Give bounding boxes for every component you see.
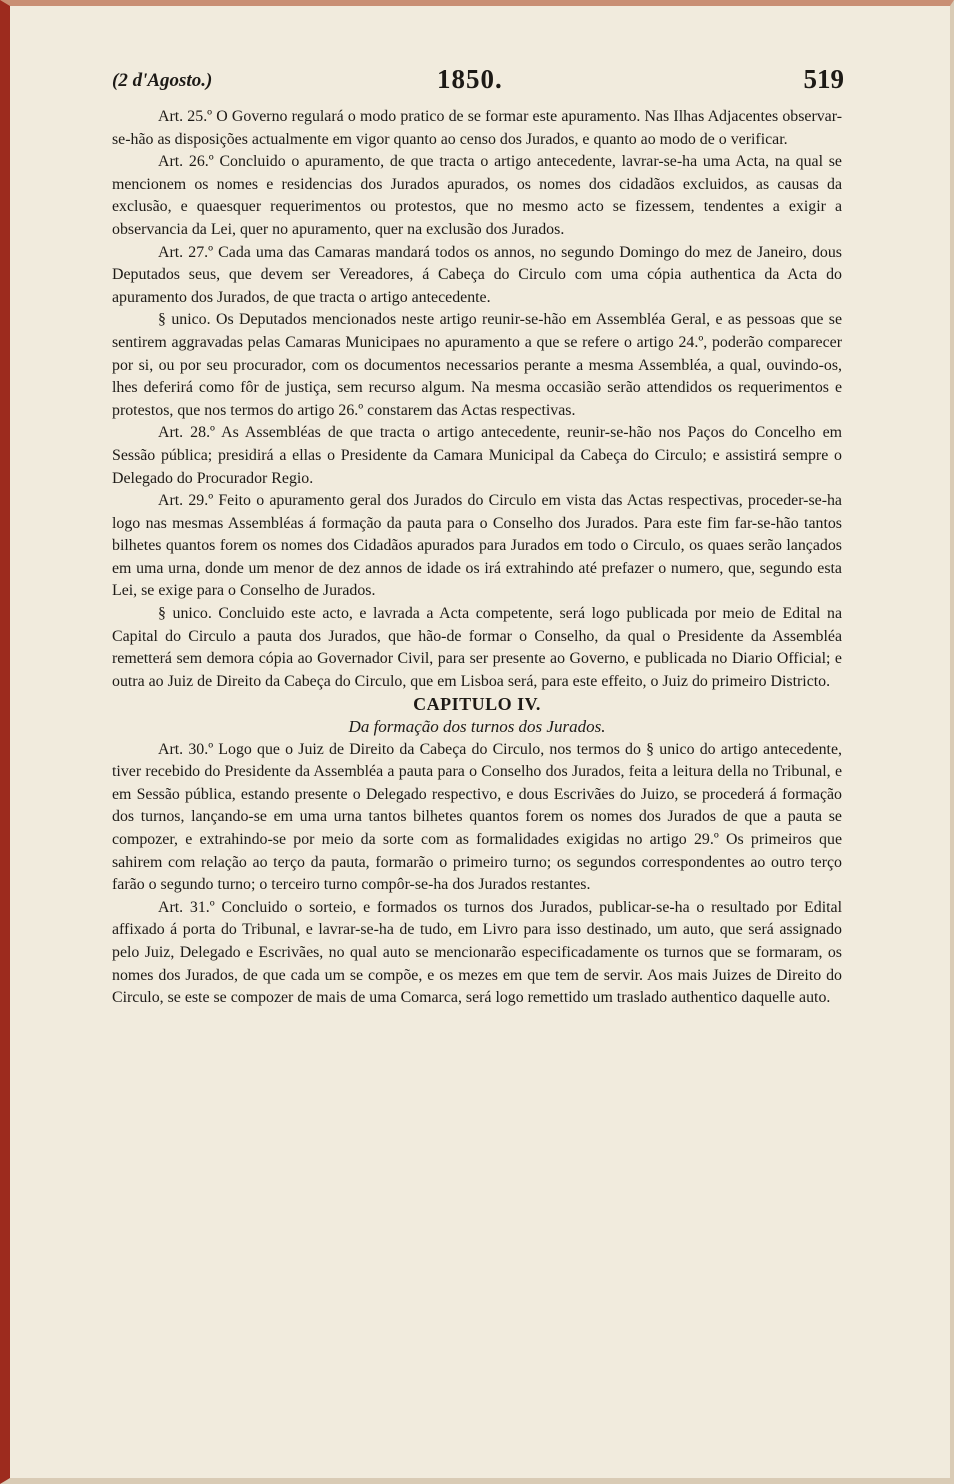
- paragraph-art-30: Art. 30.º Logo que o Juiz de Direito da Cabeça do Circulo, nos termos do § unico do artigo antecedente, tiver recebido do Presidente da Assembléa a pauta para o Conselho dos Jurados, feita a leitura della no Tribunal, e em Sessão pública, estando presente o Delegado respectivo, e dous Escrivães do Juizo, se procederá á formação dos turnos, lançando-se em uma urna tantos bilhetes quantos forem os nomes dos Jurados de que a pauta se compozer, e extrahindo-se por meio da sorte com as formalidades exigidas no artigo 29.º Os primeiros que sahirem com relação ao terço da pauta, formarão o primeiro turno; os segundos correspondentes ao outro terço farão o segundo turno; o terceiro turno compôr-se-ha dos Jurados restantes.: [112, 740, 842, 894]
- chapter-subtitle: Da formação dos turnos dos Jurados.: [348, 717, 606, 737]
- header-date: (2 d'Agosto.): [112, 70, 213, 91]
- paragraph-art-27: Art. 27.º Cada uma das Camaras mandará todos os annos, no segundo Domingo do mez de Janeiro, dous Deputados seus, que devem ser Vereadores, á Cabeça do Circulo com uma cópia authentica da Acta do apuramento dos Jurados, de que tracta o artigo antecedente.: [112, 243, 842, 306]
- paragraph-art-26: Art. 26.º Concluido o apuramento, de que tracta o artigo antecedente, lavrar-se-ha uma Acta, na qual se mencionem os nomes e residencias dos Jurados apurados, os nomes dos cidadãos excluidos, as causas da exclusão, e quaesquer requerimentos ou protestos, que no mesmo acto se fizessem, tendentes a exigir a observancia da Lei, quer no apuramento, quer na exclusão dos Jurados.: [112, 153, 842, 238]
- header-year: 1850.: [437, 64, 503, 94]
- paragraph-art-27-unico: § unico. Os Deputados mencionados neste artigo reunir-se-hão em Assembléa Geral, e as pessoas que se sentirem aggravadas pelas Camaras Municipaes no apuramento a que se refere o artigo 24.º, poderão comparecer por si, ou por seu procurador, com os documentos necessarios perante a mesma Assembléa, a qual, ouvindo-os, lhes deferirá como fôr de justiça, sem recurso algum. Na mesma occasião serão attendidos os requerimentos e protestos, que nos termos do artigo 26.º constarem das Actas respectivas.: [112, 311, 842, 419]
- paragraph-art-29: Art. 29.º Feito o apuramento geral dos Jurados do Circulo em vista das Actas respectivas, proceder-se-ha logo nas mesmas Assembléas á formação da pauta para o Conselho dos Jurados. Para este fim far-se-hão tantos bilhetes quantos forem os nomes dos Cidadãos apurados para Jurados em todo o Circulo, os quaes serão lançados em uma urna, donde um menor de dez annos de idade os irá extrahindo até prefazer o numero, que, segundo esta Lei, se exige para o Conselho de Jurados.: [112, 492, 842, 600]
- page-header: [112, 64, 844, 100]
- paragraph-art-31: Art. 31.º Concluido o sorteio, e formados os turnos dos Jurados, publicar-se-ha o resultado por Edital affixado á porta do Tribunal, e lavrar-se-ha de tudo, em Livro para isso destinado, um auto, que será assignado pelo Juiz, Delegado e Escrivães, no qual auto se mencionarão especificadamente os turnos que se formaram, os nomes dos Jurados, de que cada um se compõe, e os mezes em que tem de servir. Aos mais Juizes de Direito do Circulo, se este se compozer de mais de uma Comarca, será logo remettido um traslado authentico daquelle auto.: [112, 898, 842, 1007]
- paragraph-art-25: Art. 25.º O Governo regulará o modo pratico de se formar este apuramento. Nas Ilhas Adjacentes observar-se-hão as disposições actualmente em vigor quanto ao censo dos Jurados, e quanto ao modo de o verificar.: [112, 108, 842, 148]
- document-body: [112, 106, 842, 1010]
- paragraph-art-28: Art. 28.º As Assembléas de que tracta o artigo antecedente, reunir-se-hão nos Paços do Concelho em Sessão pública; presidirá a ellas o Presidente da Camara Municipal da Cabeça do Circulo; e assistirá sempre o Delegado do Procurador Regio.: [112, 424, 842, 487]
- page-number: 519: [803, 64, 844, 94]
- paragraph-art-29-unico: § unico. Concluido este acto, e lavrada a Acta competente, será logo publicada por meio de Edital na Capital do Circulo a pauta dos Jurados, que hão-de formar o Conselho, da qual o Presidente da Assembléa remetterá sem demora cópia ao Governador Civil, para ser presente ao Governo, e publicada no Diario Official; e outra ao Juiz de Direito da Cabeça do Circulo, que em Lisboa será, para este effeito, o Juiz do primeiro Districto.: [112, 605, 842, 690]
- chapter-title: CAPITULO IV.: [413, 694, 541, 715]
